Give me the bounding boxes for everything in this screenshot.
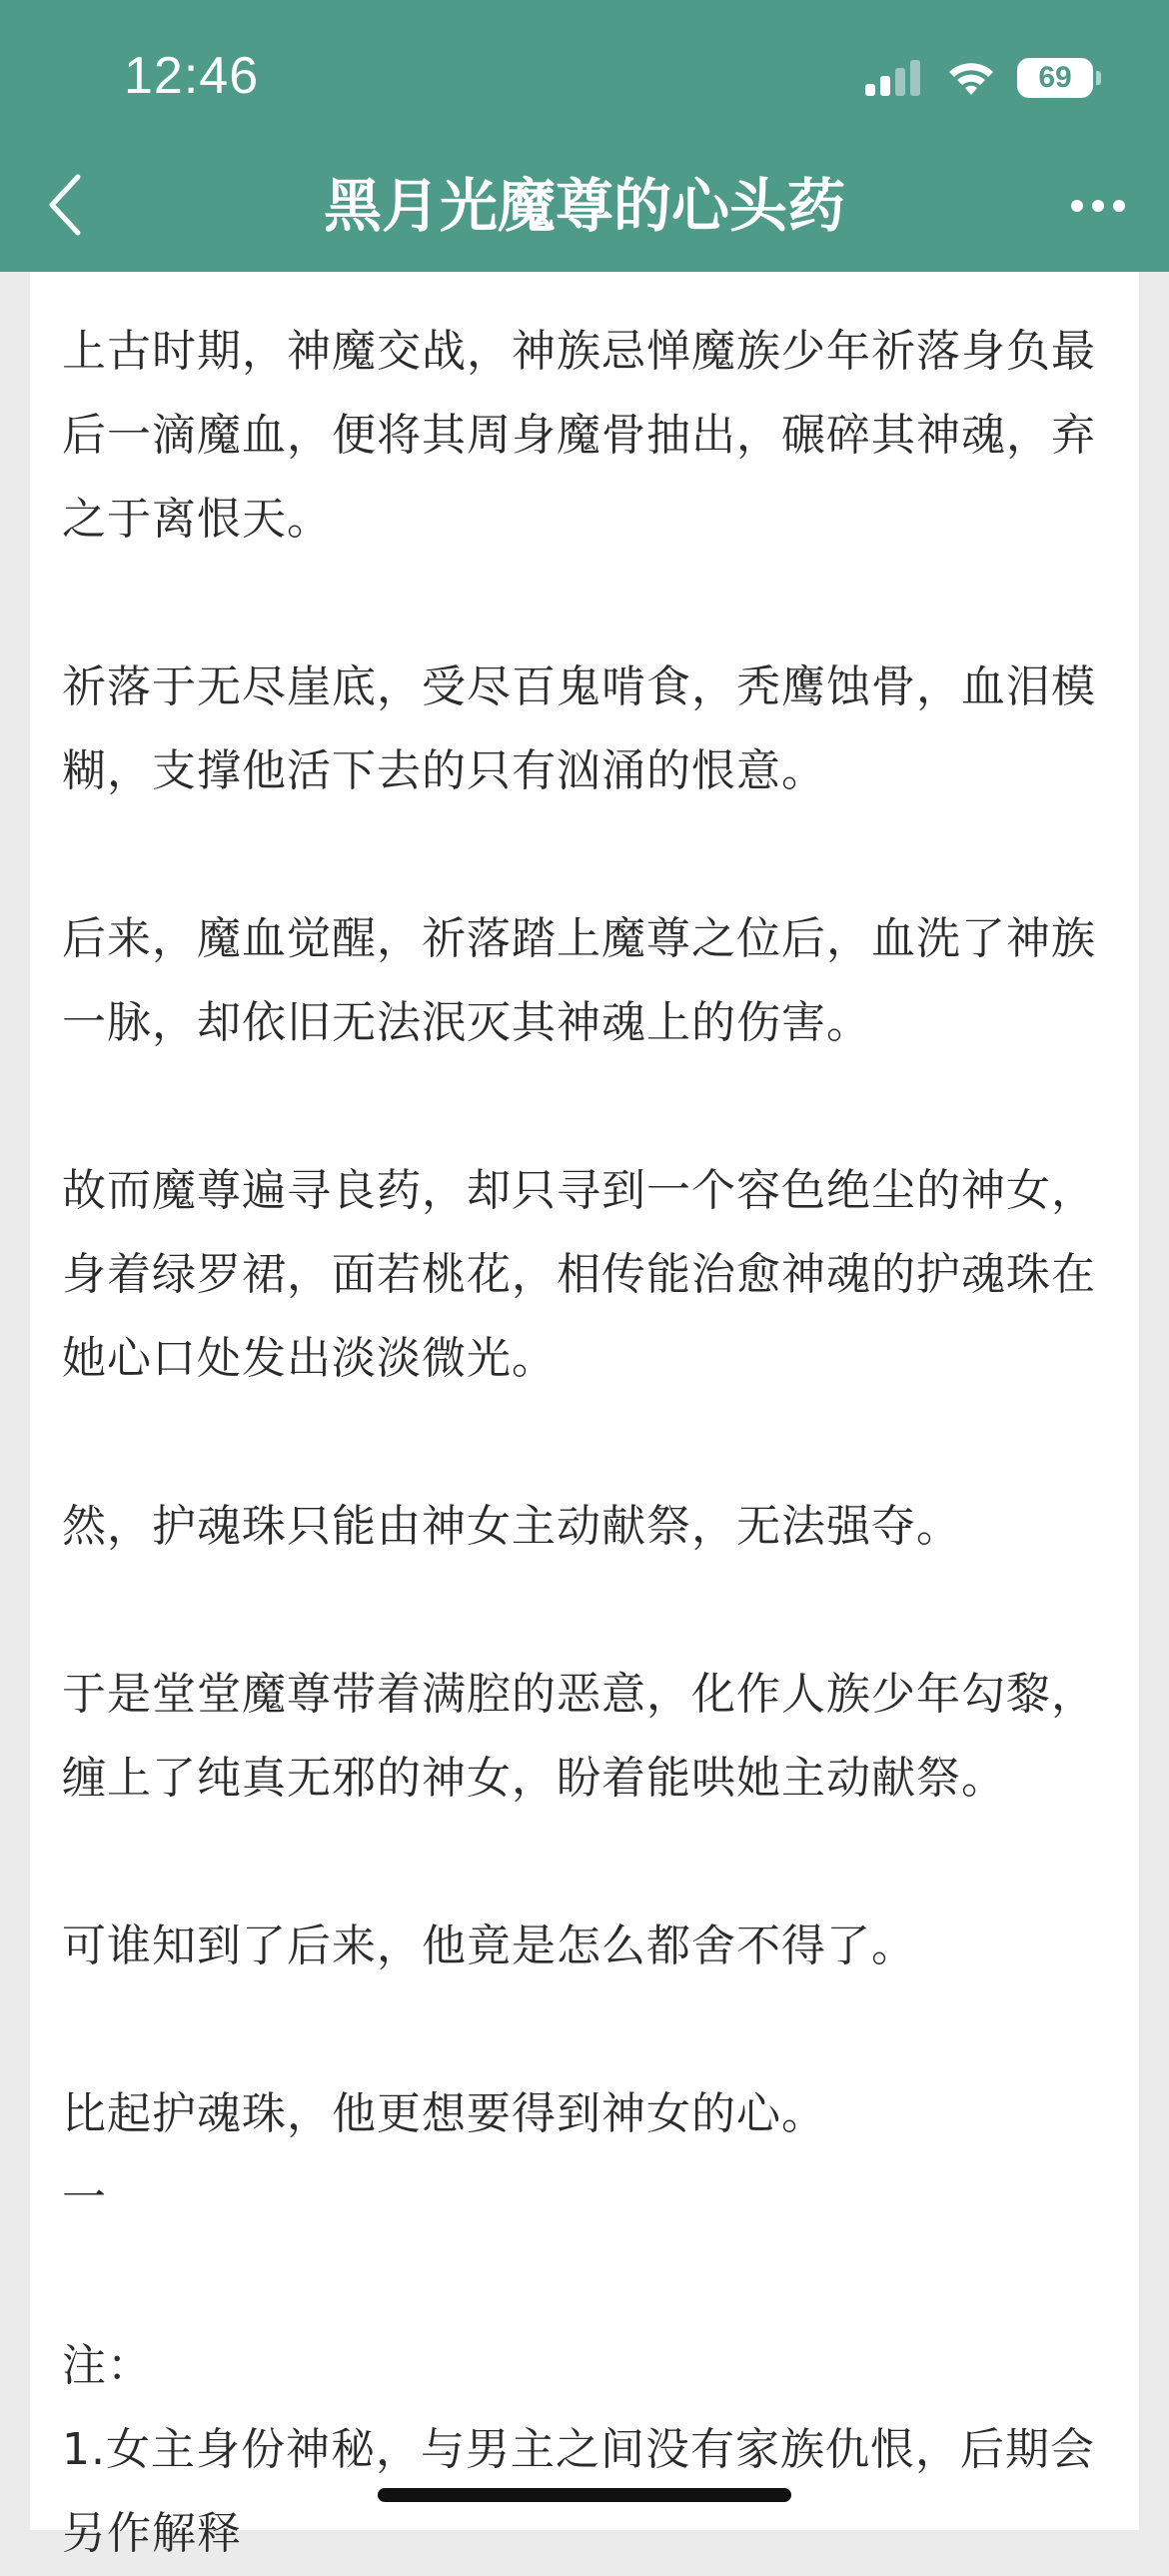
article-content bbox=[30, 272, 1139, 2559]
article-paragraph: 可谁知到了后来，他竟是怎么都舍不得了。 bbox=[62, 1921, 916, 1971]
ellipsis-icon bbox=[1070, 199, 1126, 213]
top-bar bbox=[0, 0, 1169, 272]
page-title: 黑月光魔尊的心头药 bbox=[323, 172, 845, 240]
section-divider: 一 bbox=[62, 2172, 107, 2223]
article-paragraph: 然，护魂珠只能由神女主动献祭，无法强夺。 bbox=[62, 1501, 961, 1552]
battery-level: 69 bbox=[1038, 61, 1072, 94]
chevron-left-icon bbox=[46, 173, 86, 237]
article-paragraph: 上古时期，神魔交战，神族忌惮魔族少年祈落身负最后一滴魔血，便将其周身魔骨抽出，碾碎其神魂，弃之于离恨天。 bbox=[62, 326, 1096, 545]
note-item: 1.女主身份神秘，与男主之间没有家族仇恨，后期会另作解释 bbox=[62, 2424, 1095, 2559]
battery-indicator bbox=[1017, 58, 1093, 98]
wifi-icon bbox=[945, 58, 997, 98]
article-paragraph: 于是堂堂魔尊带着满腔的恶意，化作人族少年勾黎，缠上了纯真无邪的神女，盼着能哄她主动献祭。 bbox=[62, 1669, 1096, 1804]
article-paragraph: 故而魔尊遍寻良药，却只寻到一个容色绝尘的神女，身着绿罗裙，面若桃花，相传能治愈神魂的护魂珠在她心口处发出淡淡微光。 bbox=[62, 1165, 1096, 1384]
battery-tip bbox=[1096, 71, 1101, 85]
status-time: 12:46 bbox=[124, 47, 260, 105]
more-button[interactable] bbox=[1063, 186, 1133, 226]
home-indicator[interactable] bbox=[378, 2488, 791, 2502]
article-paragraph: 后来，魔血觉醒，祈落踏上魔尊之位后，血洗了神族一脉，却依旧无法泯灭其神魂上的伤害。 bbox=[62, 913, 1096, 1048]
article-paragraph: 比起护魂珠，他更想要得到神女的心。 bbox=[62, 2088, 826, 2139]
back-button[interactable] bbox=[36, 170, 96, 240]
note-heading: 注： bbox=[62, 2340, 152, 2391]
cellular-signal-icon bbox=[863, 58, 925, 98]
article-body bbox=[30, 272, 1121, 2576]
status-icons bbox=[863, 56, 1093, 100]
article-paragraph: 祈落于无尽崖底，受尽百鬼啃食，秃鹰蚀骨，血泪模糊，支撑他活下去的只有汹涌的恨意。 bbox=[62, 661, 1096, 796]
